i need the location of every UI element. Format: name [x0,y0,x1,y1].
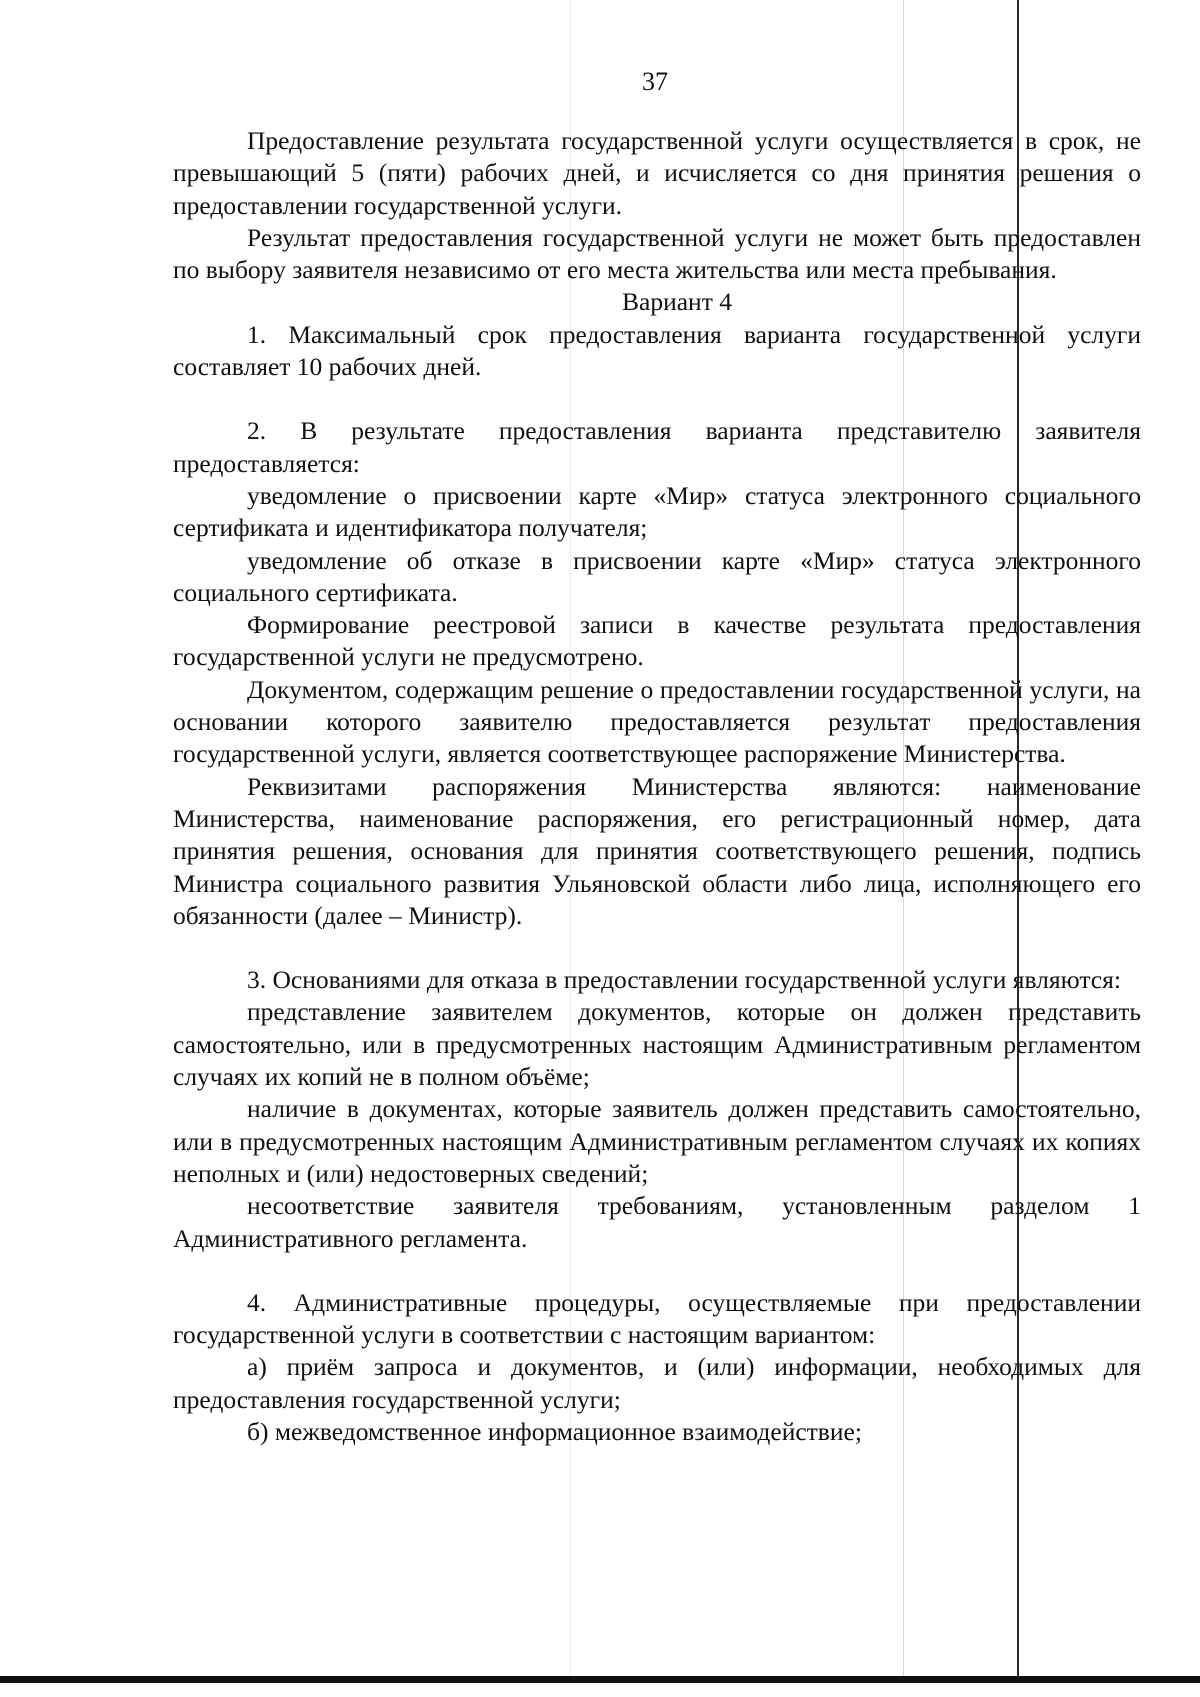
paragraph-gap [173,383,1141,415]
paragraph: а) приём запроса и документов, и (или) информации, необходимых для предоставления государственной услуги; [173,1352,1141,1414]
paragraph: б) межведомственное информационное взаимодействие; [247,1416,862,1446]
paragraph: 2. В результате предоставления варианта представителю заявителя предоставляется: [173,416,1141,478]
paragraph: 3. Основаниями для отказа в предоставлении государственной услуги являются: [247,965,1121,995]
scan-artifact-bottom-edge [0,1676,1200,1683]
paragraph: наличие в документах, которые заявитель должен представить самостоятельно, или в предусмотренных настоящим Административным регламентом случаях их копиях неполных и (или) недостоверных сведений; [173,1094,1141,1188]
paragraph-gap [173,1255,1141,1287]
paragraph: уведомление об отказе в присвоении карте «Мир» статуса электронного социального сертификата. [173,545,1141,607]
paragraph: несоответствие заявителя требованиям, установленным разделом 1 Административного регламента. [173,1191,1141,1253]
paragraph: 1. Максимальный срок предоставления варианта государственной услуги составляет 10 рабочих дней. [173,319,1141,382]
page-number: 37 [642,67,668,96]
paragraph: Предоставление результата государственной услуги осуществляется в срок, не превышающий 5 (пяти) рабочих дней, и исчисляется со дня принятия решения о предоставлении государственной услуги. [173,126,1141,220]
paragraph: Документом, содержащим решение о предоставлении государственной услуги, на основании которого заявителю предоставляется результат предоставления государственной услуги, является соответствующее распоряжение Министерства. [173,674,1141,769]
paragraph: уведомление о присвоении карте «Мир» статуса электронного социального сертификата и идентификатора получателя; [173,480,1141,543]
paragraph: Результат предоставления государственной услуги не может быть предоставлен по выбору заявителя независимо от его места жительства или места пребывания. [173,222,1141,285]
document-body [173,125,1141,1448]
paragraph: Реквизитами распоряжения Министерства являются: наименование Министерства, наименование распоряжения, его регистрационный номер, дата принятия решения, основания для принятия соответствующего решения, подпись Министра социального развития Ульяновской области либо лица, исполняющего его обязанности (далее – Министр). [173,771,1141,930]
paragraph-gap [173,932,1141,964]
paragraph: 4. Административные процедуры, осуществляемые при предоставлении государственной услуги в соответствии с настоящим вариантом: [173,1287,1141,1350]
section-heading: Вариант 4 [622,287,732,317]
paragraph: представление заявителем документов, которые он должен представить самостоятельно, или в предусмотренных настоящим Административным регламентом случаях их копий не в полном объёме; [173,997,1141,1092]
paragraph: Формирование реестровой записи в качестве результата предоставления государственной услуги не предусмотрено. [173,610,1141,672]
